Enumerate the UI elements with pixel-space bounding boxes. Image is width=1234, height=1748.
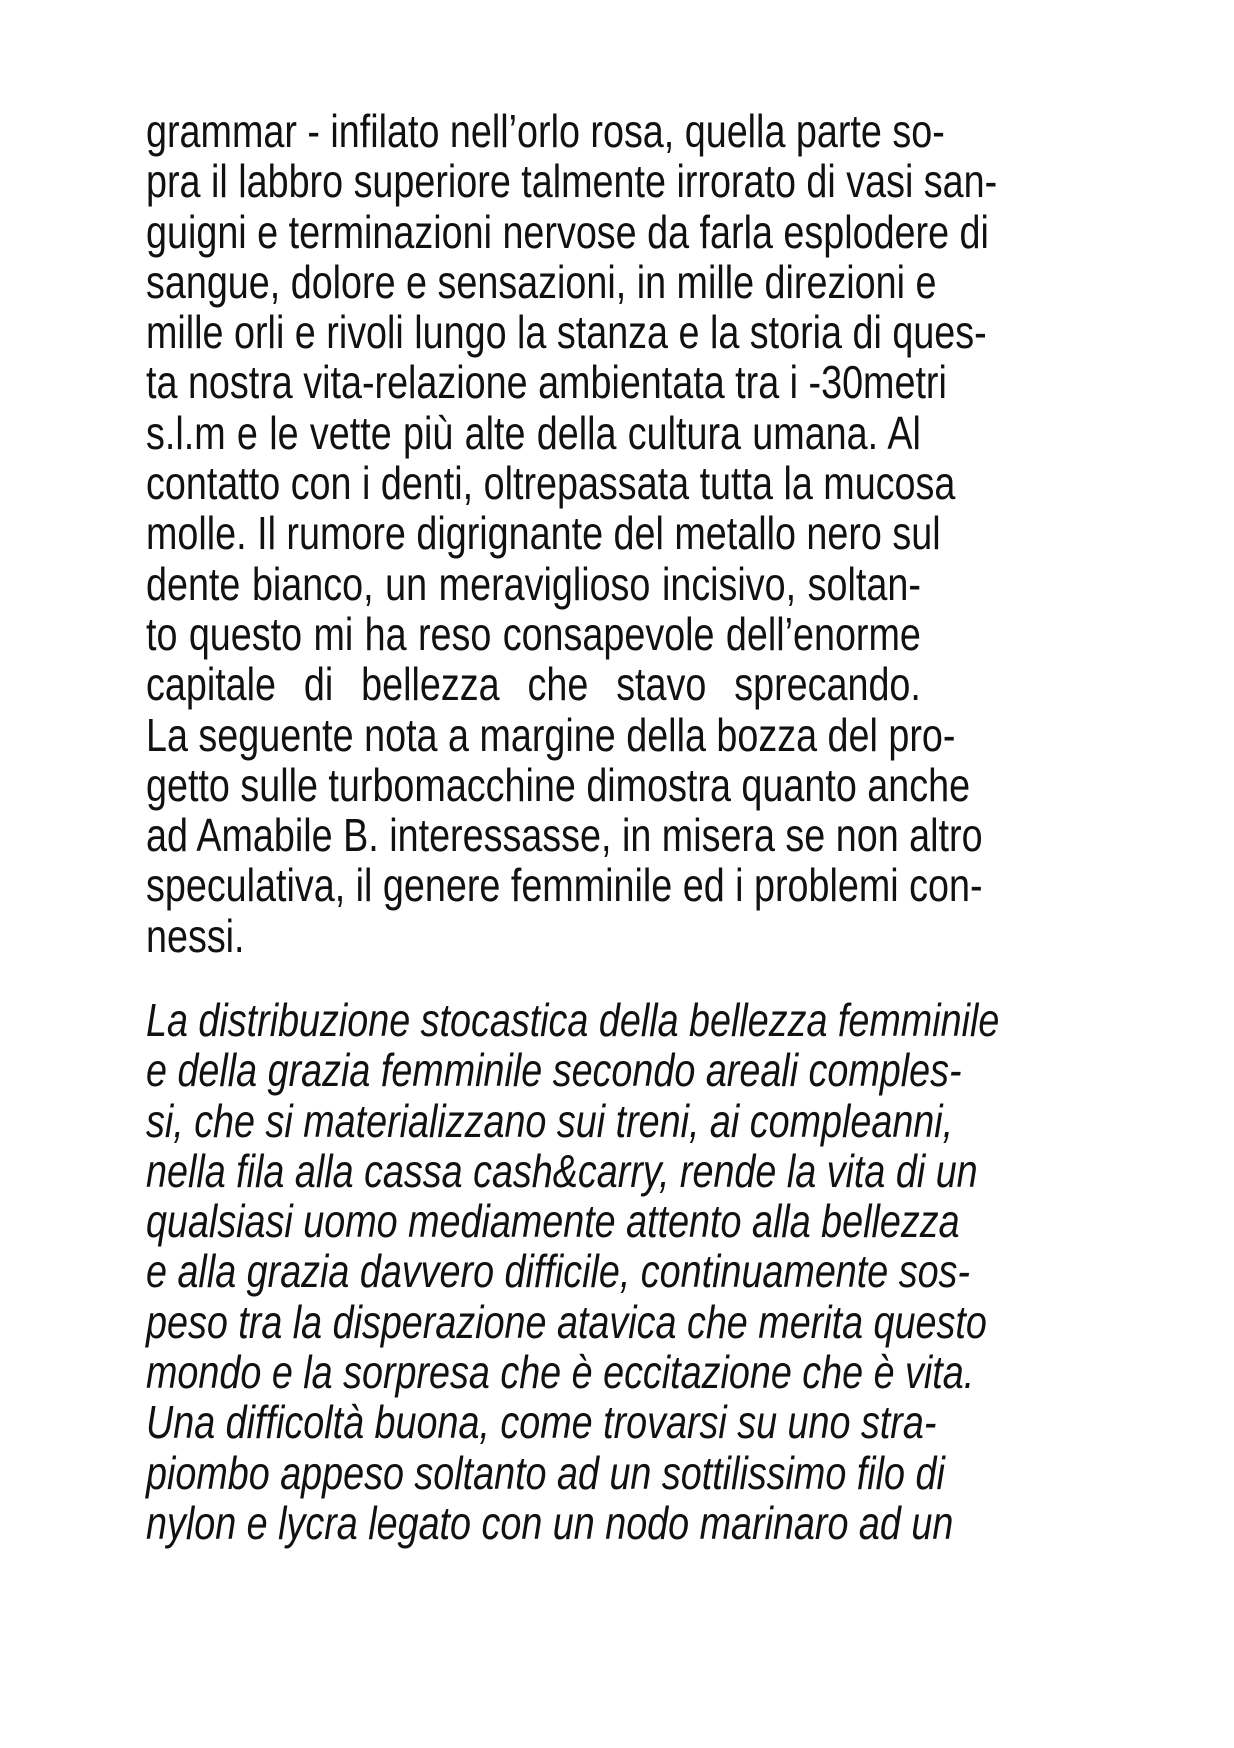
text-line: nella fila alla cassa cash&carry, rende la vita di un xyxy=(146,1144,978,1197)
text-line: guigni e terminazioni nervose da farla esplodere di xyxy=(146,205,989,258)
text-line: capitale di bellezza che stavo sprecando. xyxy=(146,658,921,711)
text-line: pra il labbro superiore talmente irrorato di vasi san- xyxy=(146,155,998,208)
text-line: contatto con i denti, oltrepassata tutta la mucosa xyxy=(146,457,956,510)
italic-quote-paragraph xyxy=(146,994,1000,1549)
text-line: Una difficoltà buona, come trovarsi su uno stra- xyxy=(146,1396,937,1449)
text-line: La seguente nota a margine della bozza del pro- xyxy=(146,708,956,761)
text-line: dente bianco, un meraviglioso incisivo, soltan- xyxy=(146,557,921,610)
text-line: ad Amabile B. interessasse, in misera se non altro xyxy=(146,809,983,862)
text-line: ta nostra vita-relazione ambientata tra i -30metri xyxy=(146,356,947,409)
body-paragraph xyxy=(146,105,998,962)
text-line: speculativa, il genere femminile ed i problemi con- xyxy=(146,859,983,912)
text-line: getto sulle turbomacchine dimostra quanto anche xyxy=(146,758,971,811)
text-line: mondo e la sorpresa che è eccitazione che è vita. xyxy=(146,1346,975,1399)
text-line: e alla grazia davvero difficile, continuamente sos- xyxy=(146,1245,970,1298)
text-line: qualsiasi uomo mediamente attento alla bellezza xyxy=(146,1195,960,1248)
text-line: s.l.m e le vette più alte della cultura umana. Al xyxy=(146,406,921,459)
text-line: si, che si materializzano sui treni, ai compleanni, xyxy=(146,1094,954,1147)
text-line: peso tra la disperazione atavica che merita questo xyxy=(146,1295,987,1348)
text-line: La distribuzione stocastica della bellezza femminile xyxy=(146,994,1000,1046)
text-line: nessi. xyxy=(146,909,245,962)
text-line: piombo appeso soltanto ad un sottilissimo filo di xyxy=(146,1446,945,1499)
text-line: molle. Il rumore digrignante del metallo nero sul xyxy=(146,507,941,560)
text-line: grammar - infilato nell’orlo rosa, quella parte so- xyxy=(146,105,945,157)
text-line: mille orli e rivoli lungo la stanza e la storia di ques- xyxy=(146,306,987,359)
text-line: e della grazia femminile secondo areali comples- xyxy=(146,1044,962,1097)
text-line: to questo mi ha reso consapevole dell’enorme xyxy=(146,607,921,660)
text-line: nylon e lycra legato con un nodo marinaro ad un xyxy=(146,1496,954,1549)
text-line: sangue, dolore e sensazioni, in mille direzioni e xyxy=(146,255,937,308)
